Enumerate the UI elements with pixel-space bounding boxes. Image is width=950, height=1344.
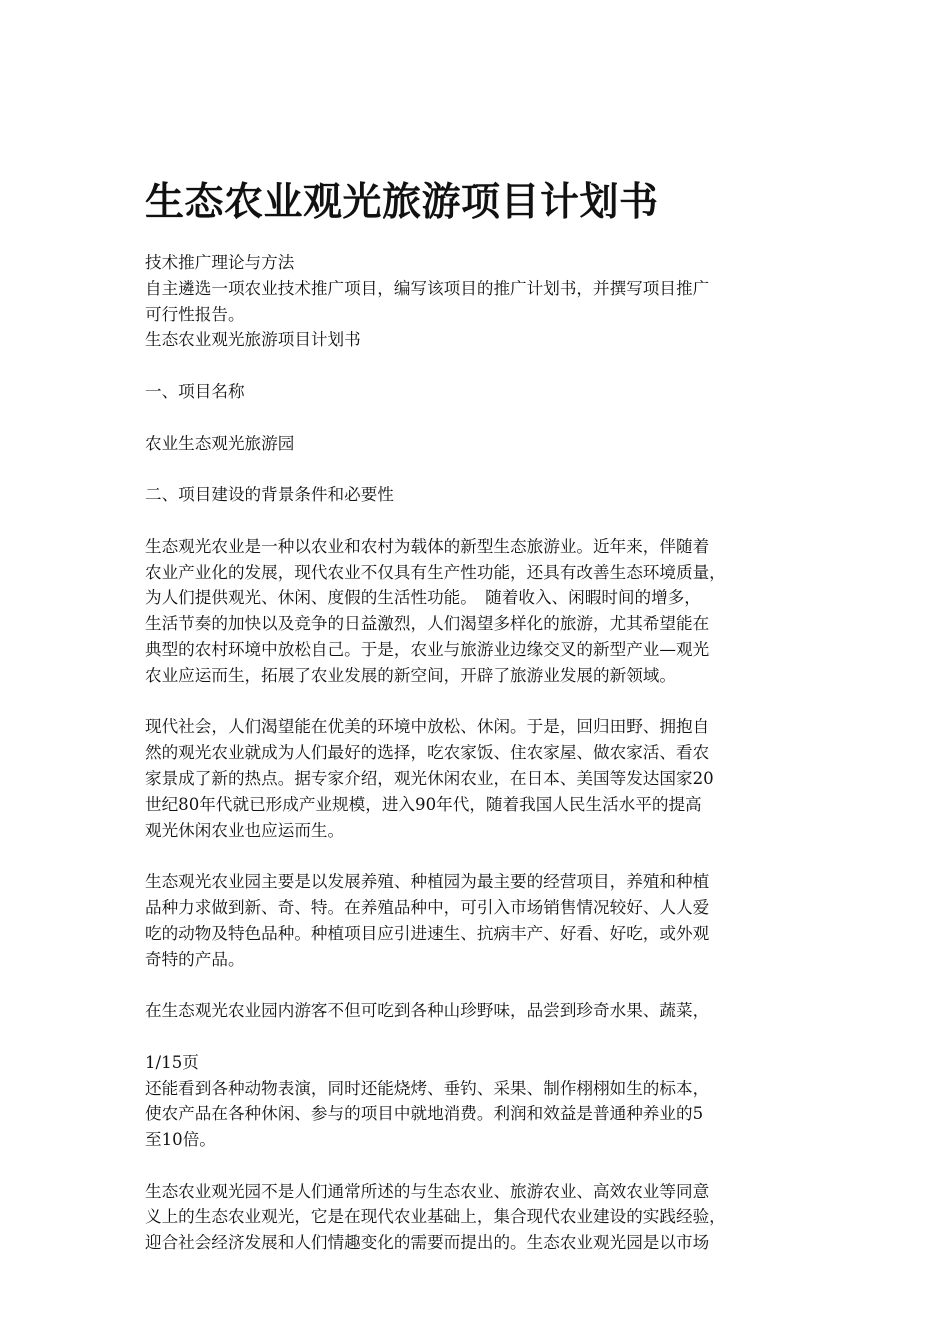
blank-line [145, 1153, 805, 1179]
text-line: 二、项目建设的背景条件和必要性 [145, 485, 394, 505]
text-line: 农业产业化的发展，现代农业不仅具有生产性功能，还具有改善生态环境质量， [145, 562, 726, 582]
text-line: 一、项目名称 [145, 381, 245, 401]
page-number: 1/15页 [145, 1052, 199, 1072]
text-line: 农业应运而生，拓展了农业发展的新空间，开辟了旅游业发展的新领域。 [145, 665, 676, 685]
blank-line [145, 972, 805, 998]
document-title: 生态农业观光旅游项目计划书 [145, 180, 659, 225]
text-line: 世纪80年代就已形成产业规模，进入90年代，随着我国人民生活水平的提高 [145, 794, 702, 814]
document-body [145, 250, 805, 1256]
text-line: 然的观光农业就成为人们最好的选择，吃农家饭、住农家屋、做农家活、看农 [145, 743, 710, 763]
text-line: 生态观光农业是一种以农业和农村为载体的新型生态旅游业。近年来，伴随着 [145, 536, 710, 556]
blank-line [145, 1024, 805, 1050]
text-line: 生态农业观光旅游项目计划书 [145, 330, 361, 350]
text-line: 品种力求做到新、奇、特。在养殖品种中，可引入市场销售情况较好、人人爱 [145, 897, 710, 917]
text-line: 生活节奏的加快以及竞争的日益激烈，人们渴望多样化的旅游，尤其希望能在 [145, 614, 710, 634]
text-line: 现代社会，人们渴望能在优美的环境中放松、休闲。于是，回归田野、拥抱自 [145, 717, 710, 737]
blank-line [145, 689, 805, 715]
blank-line [145, 456, 805, 482]
text-line: 农业生态观光旅游园 [145, 433, 295, 453]
text-line: 还能看到各种动物表演，同时还能烧烤、垂钓、采果、制作栩栩如生的标本， [145, 1078, 710, 1098]
blank-line [145, 508, 805, 534]
text-line: 生态观光农业园主要是以发展养殖、种植园为最主要的经营项目，养殖和种植 [145, 872, 710, 892]
text-line: 至10倍。 [145, 1130, 216, 1150]
text-line: 技术推广理论与方法 [145, 253, 295, 272]
text-line: 为人们提供观光、休闲、度假的生活性功能。 随着收入、闲暇时间的增多， [145, 588, 701, 608]
text-line: 自主遴选一项农业技术推广项目，编写该项目的推广计划书，并撰写项目推广 [145, 278, 710, 298]
blank-line [145, 353, 805, 379]
text-line: 典型的农村环境中放松自己。于是，农业与旅游业边缘交叉的新型产业—观光 [145, 639, 710, 659]
text-line: 使农产品在各种休闲、参与的项目中就地消费。利润和效益是普通种养业的5 [145, 1104, 704, 1124]
text-line: 义上的生态农业观光，它是在现代农业基础上，集合现代农业建设的实践经验， [145, 1207, 726, 1227]
text-line: 生态农业观光园不是人们通常所述的与生态农业、旅游农业、高效农业等同意 [145, 1181, 710, 1201]
text-line: 家景成了新的热点。据专家介绍，观光休闲农业，在日本、美国等发达国家20 [145, 768, 714, 788]
text-line: 奇特的产品。 [145, 949, 245, 969]
text-line: 在生态观光农业园内游客不但可吃到各种山珍野味，品尝到珍奇水果、蔬菜， [145, 1001, 710, 1021]
text-line: 观光休闲农业也应运而生。 [145, 820, 345, 840]
text-line: 可行性报告。 [145, 304, 245, 324]
text-line: 迎合社会经济发展和人们情趣变化的需要而提出的。生态农业观光园是以市场 [145, 1233, 710, 1253]
blank-line [145, 843, 805, 869]
blank-line [145, 405, 805, 431]
text-line: 吃的动物及特色品种。种植项目应引进速生、抗病丰产、好看、好吃，或外观 [145, 923, 710, 943]
